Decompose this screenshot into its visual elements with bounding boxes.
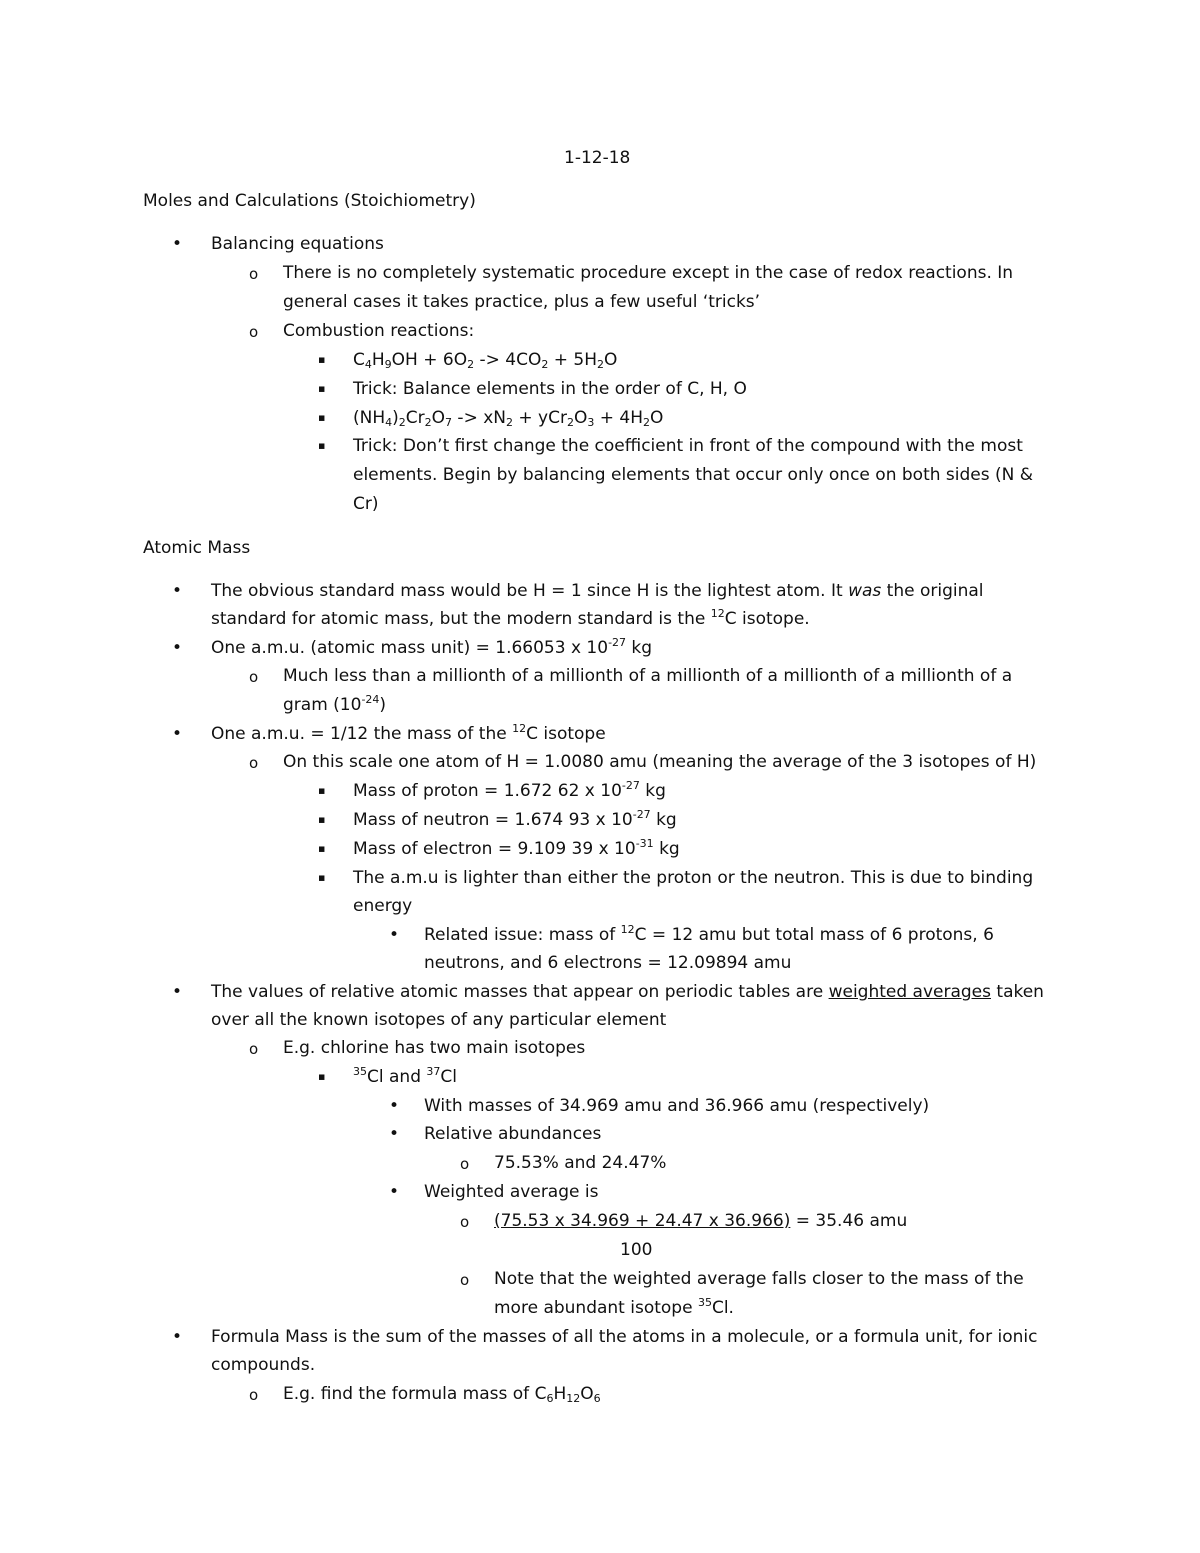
bullet-circle: o xyxy=(249,754,259,772)
list-item-continued: Cr) xyxy=(353,494,379,514)
bullet-dot: • xyxy=(389,1124,400,1144)
section-title-stoichiometry: Moles and Calculations (Stoichiometry) xyxy=(143,191,476,211)
weighted-average-calc: (75.53 x 34.969 + 24.47 x 36.966) = 35.46 amu xyxy=(494,1211,908,1231)
bullet-square: ▪ xyxy=(318,382,326,395)
bullet-dot: • xyxy=(172,581,183,601)
list-item: Combustion reactions: xyxy=(283,321,475,341)
bullet-square: ▪ xyxy=(318,842,326,855)
list-item: The obvious standard mass would be H = 1 since H is the lightest atom. It was the original xyxy=(211,581,984,601)
list-item: With masses of 34.969 amu and 36.966 amu (respectively) xyxy=(424,1096,930,1116)
bullet-dot: • xyxy=(172,724,183,744)
list-item: The values of relative atomic masses that appear on periodic tables are weighted averages taken xyxy=(211,982,1044,1002)
list-item: Related issue: mass of $^{12}$C = 12 amu but total mass of 6 protons, 6 xyxy=(424,923,994,945)
bullet-square: ▪ xyxy=(318,353,326,366)
list-item: On this scale one atom of H = 1.0080 amu (meaning the average of the 3 isotopes of H) xyxy=(283,752,1037,772)
bullet-dot: • xyxy=(172,982,183,1002)
proton-mass: Mass of proton = 1.672 62 x $10^{-27}$ kg xyxy=(353,779,666,801)
list-item: One a.m.u. (atomic mass unit) = 1.66053 x $10^{-27}$ kg xyxy=(211,636,653,658)
bullet-circle: o xyxy=(249,1386,259,1404)
bullet-dot: • xyxy=(389,1096,400,1116)
calc-denominator: 100 xyxy=(620,1240,653,1260)
list-item: E.g. chlorine has two main isotopes xyxy=(283,1038,586,1058)
list-item-continued: standard for atomic mass, but the modern standard is the $^{12}$C isotope. xyxy=(211,607,810,629)
list-item: Trick: Balance elements in the order of C, H, O xyxy=(353,379,747,399)
bullet-square: ▪ xyxy=(318,439,326,452)
list-item: One a.m.u. = 1/12 the mass of the $^{12}$C isotope xyxy=(211,722,606,744)
bullet-dot: • xyxy=(172,234,183,254)
bullet-square: ▪ xyxy=(318,1070,326,1083)
list-item-continued: more abundant isotope $^{35}$Cl. xyxy=(494,1296,734,1318)
bullet-dot: • xyxy=(389,1182,400,1202)
bullet-square: ▪ xyxy=(318,813,326,826)
bullet-square: ▪ xyxy=(318,784,326,797)
list-item-continued: over all the known isotopes of any particular element xyxy=(211,1010,667,1030)
list-item: The a.m.u is lighter than either the proton or the neutron. This is due to binding xyxy=(353,868,1034,888)
equation-butanol-combustion: $C_4H_9OH + 6O_2 -> 4CO_2 + 5H_2O$ xyxy=(353,350,618,371)
list-item-continued: compounds. xyxy=(211,1355,316,1375)
date-heading: 1-12-18 xyxy=(564,148,631,168)
list-item: 75.53% and 24.47% xyxy=(494,1153,667,1173)
bullet-circle: o xyxy=(249,1040,259,1058)
bullet-circle: o xyxy=(460,1213,470,1231)
bullet-square: ▪ xyxy=(318,871,326,884)
neutron-mass: Mass of neutron = 1.674 93 x $10^{-27}$ kg xyxy=(353,808,677,830)
list-item-continued: general cases it takes practice, plus a few useful ‘tricks’ xyxy=(283,292,761,312)
section-title-atomic-mass: Atomic Mass xyxy=(143,538,251,558)
bullet-dot: • xyxy=(172,1327,183,1347)
bullet-dot: • xyxy=(172,638,183,658)
bullet-circle: o xyxy=(249,668,259,686)
bullet-dot: • xyxy=(389,925,400,945)
list-item: Relative abundances xyxy=(424,1124,602,1144)
list-item: Balancing equations xyxy=(211,234,384,254)
list-item: Note that the weighted average falls closer to the mass of the xyxy=(494,1269,1024,1289)
list-item: Much less than a millionth of a millionth of a millionth of a millionth of a millionth of a xyxy=(283,666,1013,686)
list-item-continued: energy xyxy=(353,896,413,916)
bullet-circle: o xyxy=(249,265,259,283)
list-item-continued: neutrons, and 6 electrons = 12.09894 amu xyxy=(424,953,792,973)
bullet-square: ▪ xyxy=(318,411,326,424)
bullet-circle: o xyxy=(460,1155,470,1173)
list-item-continued: elements. Begin by balancing elements that occur only once on both sides (N & xyxy=(353,465,1034,485)
glucose-formula-example: E.g. find the formula mass of $C_6H_{12}O_6$ xyxy=(283,1384,601,1405)
list-item: Formula Mass is the sum of the masses of all the atoms in a molecule, or a formula unit, for ionic xyxy=(211,1327,1038,1347)
bullet-circle: o xyxy=(249,323,259,341)
electron-mass: Mass of electron = 9.109 39 x $10^{-31}$ kg xyxy=(353,837,680,859)
list-item-continued: gram $(10^{-24})$ xyxy=(283,693,387,715)
bullet-circle: o xyxy=(460,1271,470,1289)
chlorine-isotopes: $^{35}$Cl and $^{37}$Cl xyxy=(353,1065,457,1087)
equation-ammonium-dichromate: $(NH_4)_2Cr_2O_7 -> xN_2 + yCr_2O_3 + 4H_2O$ xyxy=(353,408,664,429)
list-item: There is no completely systematic procedure except in the case of redox reactions. In xyxy=(283,263,1014,283)
list-item: Weighted average is xyxy=(424,1182,599,1202)
list-item: Trick: Don’t first change the coefficient in front of the compound with the most xyxy=(353,436,1023,456)
